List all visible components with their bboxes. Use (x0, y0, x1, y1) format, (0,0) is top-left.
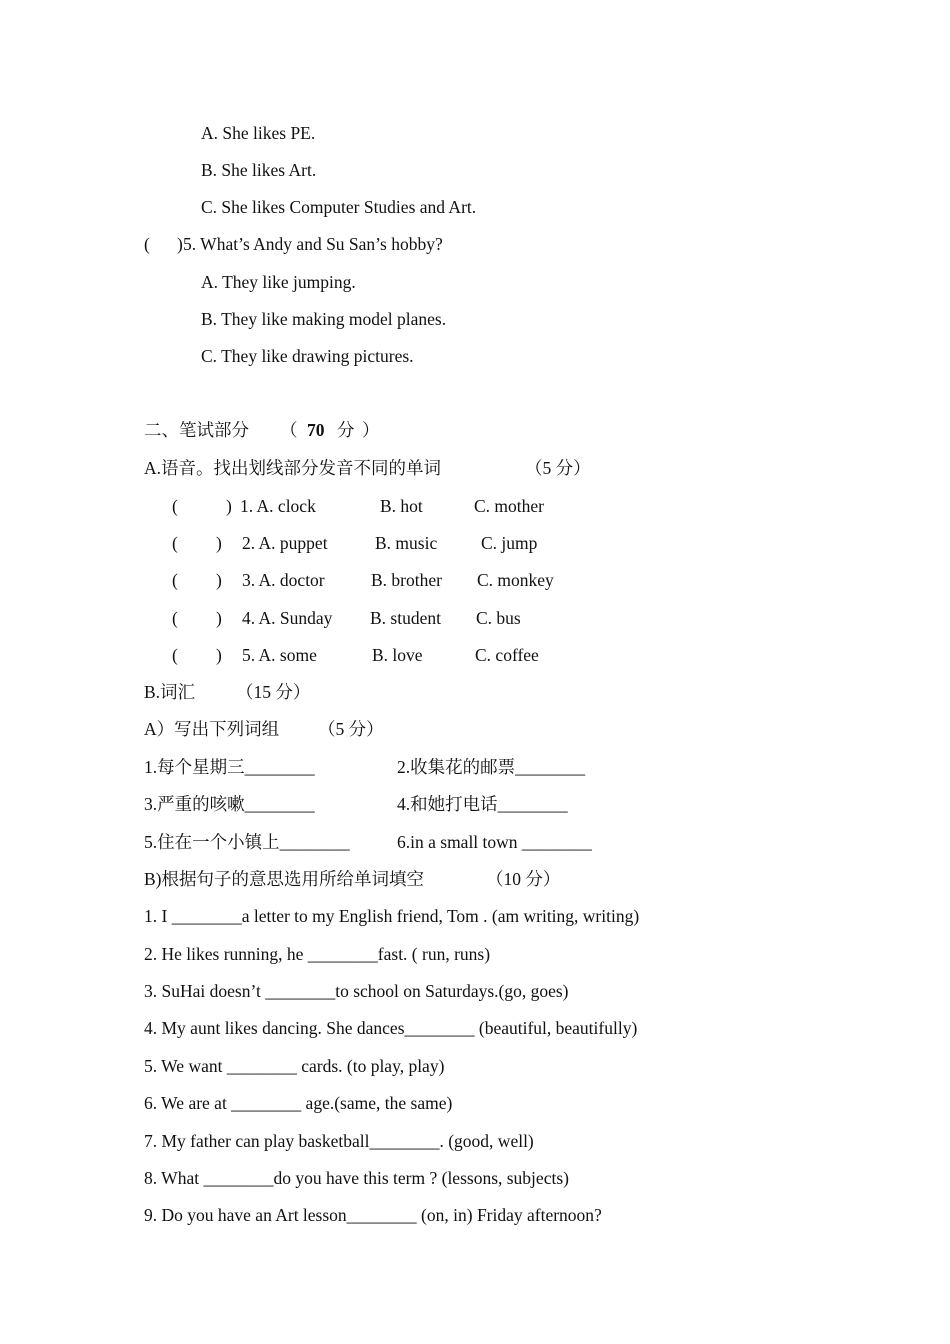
q4-option-c: C. She likes Computer Studies and Art. (201, 197, 477, 217)
option-a: 3. A. doctor (242, 570, 325, 590)
answer-paren-open: ( (172, 533, 178, 553)
section2-score-open: （ (280, 420, 298, 440)
answer-paren-close: ) (216, 533, 222, 553)
fill-blank-item: 4. My aunt likes dancing. She dances________ (beautiful, beautifully) (144, 1018, 638, 1038)
answer-paren-open: ( (172, 645, 178, 665)
option-b: B. love (372, 645, 423, 665)
q4-option-a: A. She likes PE. (201, 123, 316, 143)
option-b: B. brother (371, 570, 442, 590)
option-a: 5. A. some (242, 645, 317, 665)
option-b: B. hot (380, 496, 423, 516)
answer-paren-close: ) (216, 570, 222, 590)
partB-subA-title: A）写出下列词组 (144, 719, 280, 739)
partA-title: A.语音。找出划线部分发音不同的单词 (144, 458, 442, 478)
answer-paren-close: ) (216, 645, 222, 665)
partB-subA-score: （5 分） (318, 719, 384, 739)
option-c: C. monkey (477, 570, 554, 590)
fill-blank-item: 9. Do you have an Art lesson________ (on, in) Friday afternoon? (144, 1205, 602, 1225)
option-a: 2. A. puppet (242, 533, 328, 553)
q5-answer-paren-open: ( (144, 234, 150, 254)
answer-paren-close: ) (216, 608, 222, 628)
q5-question: 5. What’s Andy and Su San’s hobby? (183, 234, 443, 254)
option-a: 1. A. clock (240, 496, 316, 516)
phrase-item: 1.每个星期三________ (144, 757, 315, 777)
phrase-item: 3.严重的咳嗽________ (144, 794, 315, 814)
fill-blank-item: 2. He likes running, he ________fast. ( run, runs) (144, 944, 491, 964)
phrase-item: 4.和她打电话________ (397, 794, 568, 814)
answer-paren-open: ( (172, 496, 178, 516)
partB-subB-score: （10 分） (486, 869, 561, 889)
q5-option-b: B. They like making model planes. (201, 309, 447, 329)
section2-score: 70 (307, 420, 325, 440)
answer-paren-close: ) (226, 496, 232, 516)
q5-option-a: A. They like jumping. (201, 272, 356, 292)
option-c: C. coffee (475, 645, 539, 665)
partB-title: B.词汇 (144, 682, 196, 702)
phrase-item: 6.in a small town ________ (397, 832, 592, 852)
option-b: B. student (370, 608, 441, 628)
section2-score-close: ） (362, 420, 380, 440)
partA-score: （5 分） (525, 458, 591, 478)
phrase-item: 2.收集花的邮票________ (397, 757, 586, 777)
answer-paren-open: ( (172, 570, 178, 590)
fill-blank-item: 1. I ________a letter to my English friend, Tom . (am writing, writing) (144, 906, 640, 926)
q5-option-c: C. They like drawing pictures. (201, 346, 414, 366)
option-c: C. bus (476, 608, 521, 628)
option-b: B. music (375, 533, 438, 553)
fill-blank-item: 3. SuHai doesn’t ________to school on Saturdays.(go, goes) (144, 981, 569, 1001)
fill-blank-item: 6. We are at ________ age.(same, the same) (144, 1093, 453, 1113)
fill-blank-item: 8. What ________do you have this term ? (lessons, subjects) (144, 1168, 569, 1188)
section2-title: 二、笔试部分 (144, 420, 249, 440)
q5-answer-paren-close: ) (177, 234, 183, 254)
fill-blank-item: 5. We want ________ cards. (to play, play) (144, 1056, 445, 1076)
fill-blank-item: 7. My father can play basketball________. (good, well) (144, 1131, 534, 1151)
option-a: 4. A. Sunday (242, 608, 333, 628)
section2-score-unit: 分 (337, 420, 355, 440)
answer-paren-open: ( (172, 608, 178, 628)
partB-score: （15 分） (236, 682, 311, 702)
partB-subB-title: B)根据句子的意思选用所给单词填空 (144, 869, 424, 889)
q4-option-b: B. She likes Art. (201, 160, 317, 180)
option-c: C. mother (474, 496, 544, 516)
option-c: C. jump (481, 533, 538, 553)
phrase-item: 5.住在一个小镇上________ (144, 832, 350, 852)
